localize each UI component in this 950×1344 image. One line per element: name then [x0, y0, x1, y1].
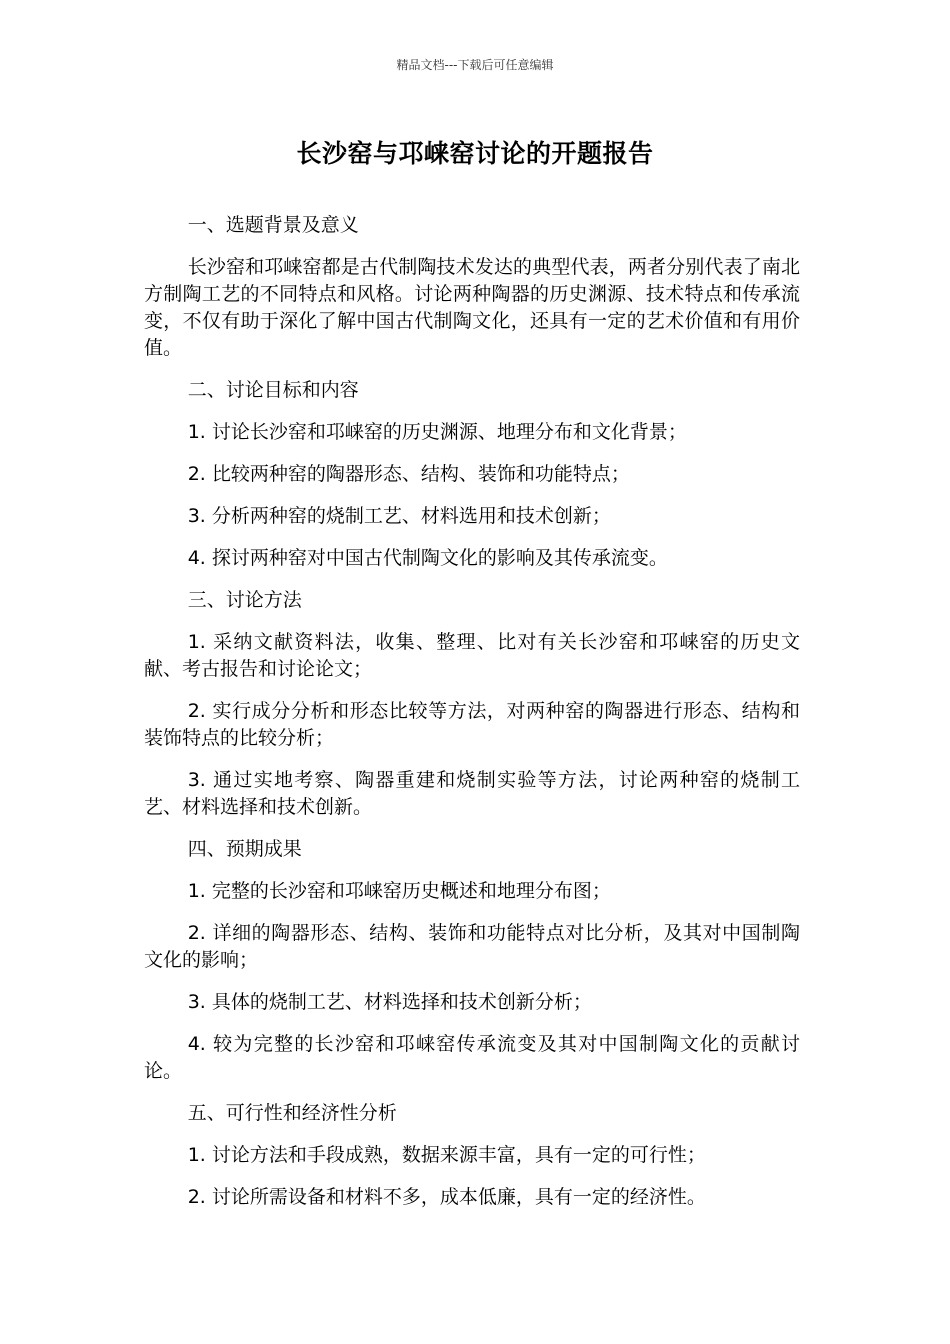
section-heading-feasibility: 五、可行性和经济性分析 — [187, 1102, 397, 1124]
list-item-outcome-4: 4. 较为完整的长沙窑和邛崃窑传承流变及其对中国制陶文化的贡献讨论。 — [144, 1033, 800, 1082]
list-item-goal-2: 2. 比较两种窑的陶器形态、结构、装饰和功能特点； — [187, 463, 630, 485]
document-body — [144, 212, 800, 1211]
section-heading-methods: 三、讨论方法 — [187, 589, 302, 611]
list-item-goal-4: 4. 探讨两种窑对中国古代制陶文化的影响及其传承流变。 — [187, 547, 668, 569]
list-item-outcome-1: 1. 完整的长沙窑和邛崃窑历史概述和地理分布图； — [187, 880, 611, 902]
section-heading-background: 一、选题背景及意义 — [187, 214, 359, 236]
list-item-outcome-3: 3. 具体的烧制工艺、材料选择和技术创新分析； — [187, 991, 592, 1013]
list-item-goal-1: 1. 讨论长沙窑和邛崃窑的历史渊源、地理分布和文化背景； — [187, 421, 687, 443]
document-title: 长沙窑与邛崃窑讨论的开题报告 — [296, 139, 654, 168]
paragraph-background: 长沙窑和邛崃窑都是古代制陶技术发达的典型代表，两者分别代表了南北方制陶工艺的不同特点和风格。讨论两种陶器的历史渊源、技术特点和传承流变，不仅有助于深化了解中国古代制陶文化，还具有一定的艺术价值和有用价值。 — [144, 256, 800, 359]
list-item-feasibility-1: 1. 讨论方法和手段成熟，数据来源丰富，具有一定的可行性； — [187, 1144, 706, 1166]
section-heading-outcomes: 四、预期成果 — [187, 838, 302, 860]
list-item-method-3: 3. 通过实地考察、陶器重建和烧制实验等方法，讨论两种窑的烧制工艺、材料选择和技术创新。 — [144, 769, 800, 818]
section-heading-goals: 二、讨论目标和内容 — [187, 379, 359, 401]
list-item-method-2: 2. 实行成分分析和形态比较等方法，对两种窑的陶器进行形态、结构和装饰特点的比较分析； — [144, 700, 800, 749]
page-header: 精品文档---下载后可任意编辑 — [396, 58, 554, 72]
list-item-method-1: 1. 采纳文献资料法，收集、整理、比对有关长沙窑和邛崃窑的历史文献、考古报告和讨论论文； — [144, 631, 800, 680]
list-item-goal-3: 3. 分析两种窑的烧制工艺、材料选用和技术创新； — [187, 505, 611, 527]
list-item-feasibility-2: 2. 讨论所需设备和材料不多，成本低廉，具有一定的经济性。 — [187, 1186, 706, 1208]
list-item-outcome-2: 2. 详细的陶器形态、结构、装饰和功能特点对比分析，及其对中国制陶文化的影响； — [144, 922, 800, 971]
